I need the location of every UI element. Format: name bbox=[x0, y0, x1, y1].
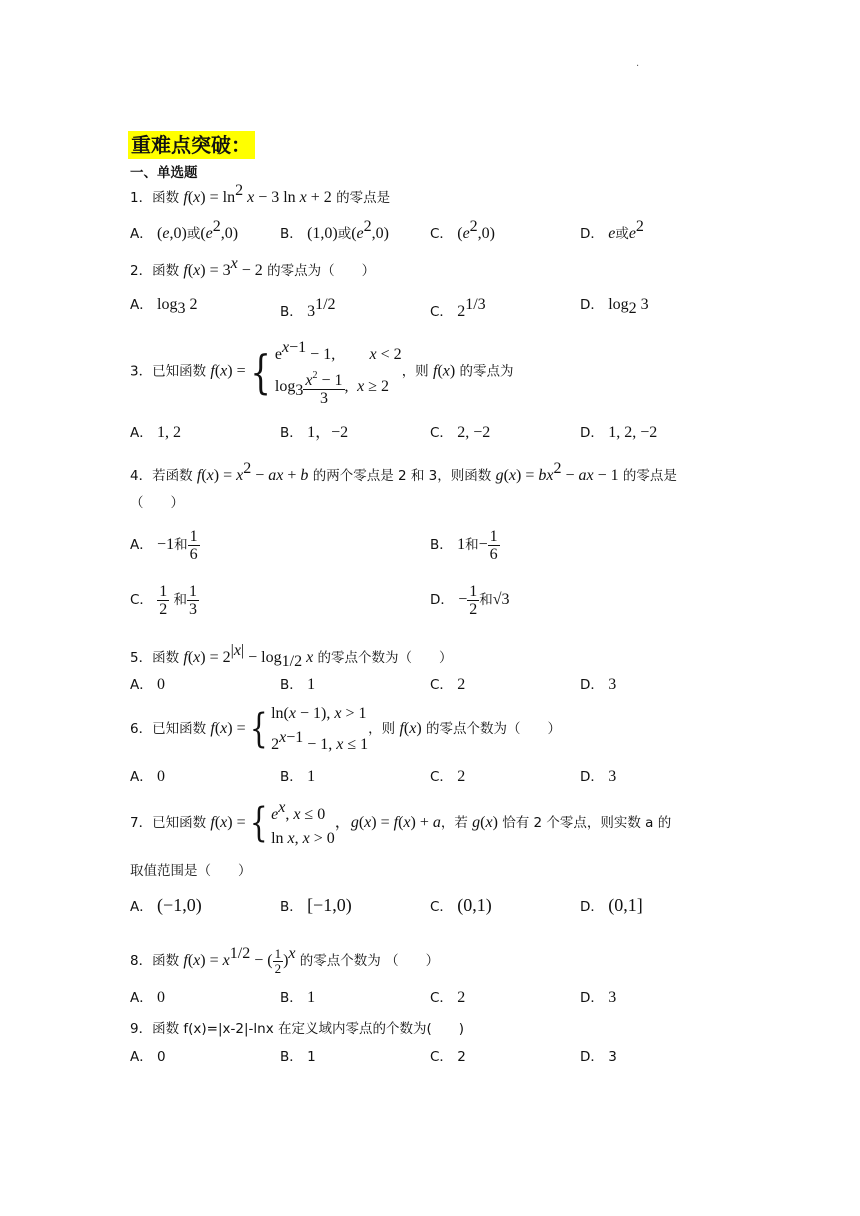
piecewise-brace: { bbox=[249, 706, 268, 752]
question-8-option-c[interactable]: C． 2 bbox=[430, 989, 466, 1006]
question-1-stem: 1．函数 $f(x) = \ln^2 x - 3$ ln x + 2 的零点是 bbox=[130, 182, 391, 206]
question-9-option-c[interactable]: C． 2 bbox=[430, 1049, 466, 1065]
question-8-option-b[interactable]: B． 1 bbox=[280, 989, 316, 1006]
question-1-option-b[interactable]: B． (1,0)或$(e^2,0)$ bbox=[280, 218, 389, 242]
question-3-option-d[interactable]: D． 1, 2, −2 bbox=[580, 424, 658, 441]
question-4-option-d[interactable]: D． − $\frac{1}{2}$ 和√3 bbox=[430, 582, 510, 618]
corner-mark: . bbox=[636, 58, 640, 69]
question-3-stem: 3．已知函数 f(x) ={ $e^{x-1} - 1$, x < 2 $\log_3$ $\frac{x^2 - 1}{3}$ , x ≥ 2 ，则 f(x) 的零点为 bbox=[130, 336, 514, 407]
question-4-paren: （ ） bbox=[130, 495, 184, 511]
question-5-option-c[interactable]: C． 2 bbox=[430, 676, 466, 693]
question-9-stem: 9．函数 f(x)=|x-2|-lnx 在定义域内零点的个数为( ) bbox=[130, 1021, 465, 1037]
question-6-stem: 6．已知函数 f(x) ={ ln(x − 1), x > 1 $2^{x-1} - 1$, x ≤ 1 ，则 f(x) 的零点个数为（ ） bbox=[130, 698, 561, 760]
question-2-option-d[interactable]: D． $\log_2 3$ bbox=[580, 296, 649, 317]
question-7-line2: 取值范围是（ ） bbox=[130, 863, 252, 879]
question-5-option-d[interactable]: D． 3 bbox=[580, 676, 617, 693]
question-6-option-b[interactable]: B． 1 bbox=[280, 768, 316, 785]
question-8-option-d[interactable]: D． 3 bbox=[580, 989, 617, 1006]
question-6-option-c[interactable]: C． 2 bbox=[430, 768, 466, 785]
question-7-option-c[interactable]: C． (0,1) bbox=[430, 895, 492, 915]
question-2-option-c[interactable]: C． $2^{1/3}$ bbox=[430, 296, 486, 320]
question-8-stem: 8．函数 $f(x) = x^{1/2}$ − ( $\frac{1}{2}$ )$^x$ 的零点个数为 （ ） bbox=[130, 945, 440, 976]
question-2-option-a[interactable]: A． $\log_3 2$ bbox=[130, 296, 198, 317]
piecewise-cases: $e^x$, x ≤ 0 ln x, x > 0 bbox=[271, 798, 335, 847]
question-1-option-a[interactable]: A． (e,0)或$(e^2,0)$ bbox=[130, 218, 239, 242]
question-8-option-a[interactable]: A． 0 bbox=[130, 989, 166, 1006]
question-3-option-c[interactable]: C． 2, −2 bbox=[430, 424, 491, 441]
question-7-stem: 7．已知函数 f(x) ={ $e^x$, x ≤ 0 ln x, x > 0 ，g(x) = f(x) + a，若 g(x) 恰有 2 个零点，则实数 a 的 bbox=[130, 792, 671, 854]
piecewise-cases: $e^{x-1} - 1$, x < 2 $\log_3$ $\frac{x^2 - 1}{3}$ , x ≥ 2 bbox=[274, 339, 402, 407]
question-5-option-a[interactable]: A． 0 bbox=[130, 676, 166, 693]
question-5-stem: 5．函数 $f(x) = 2^{|x|} - \log_{1/2} x$ 的零点个数为（ ） bbox=[130, 642, 453, 670]
piecewise-brace: { bbox=[250, 344, 271, 399]
question-3-option-a[interactable]: A． 1, 2 bbox=[130, 424, 182, 441]
question-9-option-d[interactable]: D． 3 bbox=[580, 1049, 617, 1065]
question-9-option-b[interactable]: B． 1 bbox=[280, 1049, 316, 1065]
question-7-option-b[interactable]: B． [−1,0) bbox=[280, 895, 352, 915]
question-7-option-d[interactable]: D． (0,1] bbox=[580, 895, 643, 915]
question-3-option-b[interactable]: B． 1，−2 bbox=[280, 424, 349, 441]
section-heading: 一、单选题 bbox=[130, 165, 198, 181]
question-2-option-b[interactable]: B． $3^{1/2}$ bbox=[280, 296, 336, 320]
question-9-option-a[interactable]: A． 0 bbox=[130, 1049, 166, 1065]
question-1-option-d[interactable]: D． e或$e^2$ bbox=[580, 218, 644, 242]
question-4-stem: 4．若函数 $f(x) = x^2$ − ax + b 的两个零点是 2 和 3，则函数 $g(x) = bx^2$ − ax − 1 的零点是 bbox=[130, 460, 677, 484]
question-4-option-b[interactable]: B． 1和− $\frac{1}{6}$ bbox=[430, 527, 498, 563]
question-6-option-d[interactable]: D． 3 bbox=[580, 768, 617, 785]
piecewise-brace: { bbox=[249, 800, 268, 846]
question-5-option-b[interactable]: B． 1 bbox=[280, 676, 316, 693]
question-1-option-c[interactable]: C． $(e^2,0)$ bbox=[430, 218, 495, 242]
question-4-option-c[interactable]: C． $\frac{1}{2}$ 和 $\frac{1}{3}$ bbox=[130, 582, 198, 618]
page-title: 重难点突破： bbox=[128, 131, 255, 159]
question-7-option-a[interactable]: A． (−1,0) bbox=[130, 895, 202, 915]
piecewise-cases: ln(x − 1), x > 1 $2^{x-1} - 1$, x ≤ 1 bbox=[271, 704, 369, 753]
question-2-stem: 2．函数 $f(x) = 3^x - 2$ 的零点为（ ） bbox=[130, 255, 376, 279]
question-4-option-a[interactable]: A． −1和 $\frac{1}{6}$ bbox=[130, 527, 198, 563]
question-6-option-a[interactable]: A． 0 bbox=[130, 768, 166, 785]
